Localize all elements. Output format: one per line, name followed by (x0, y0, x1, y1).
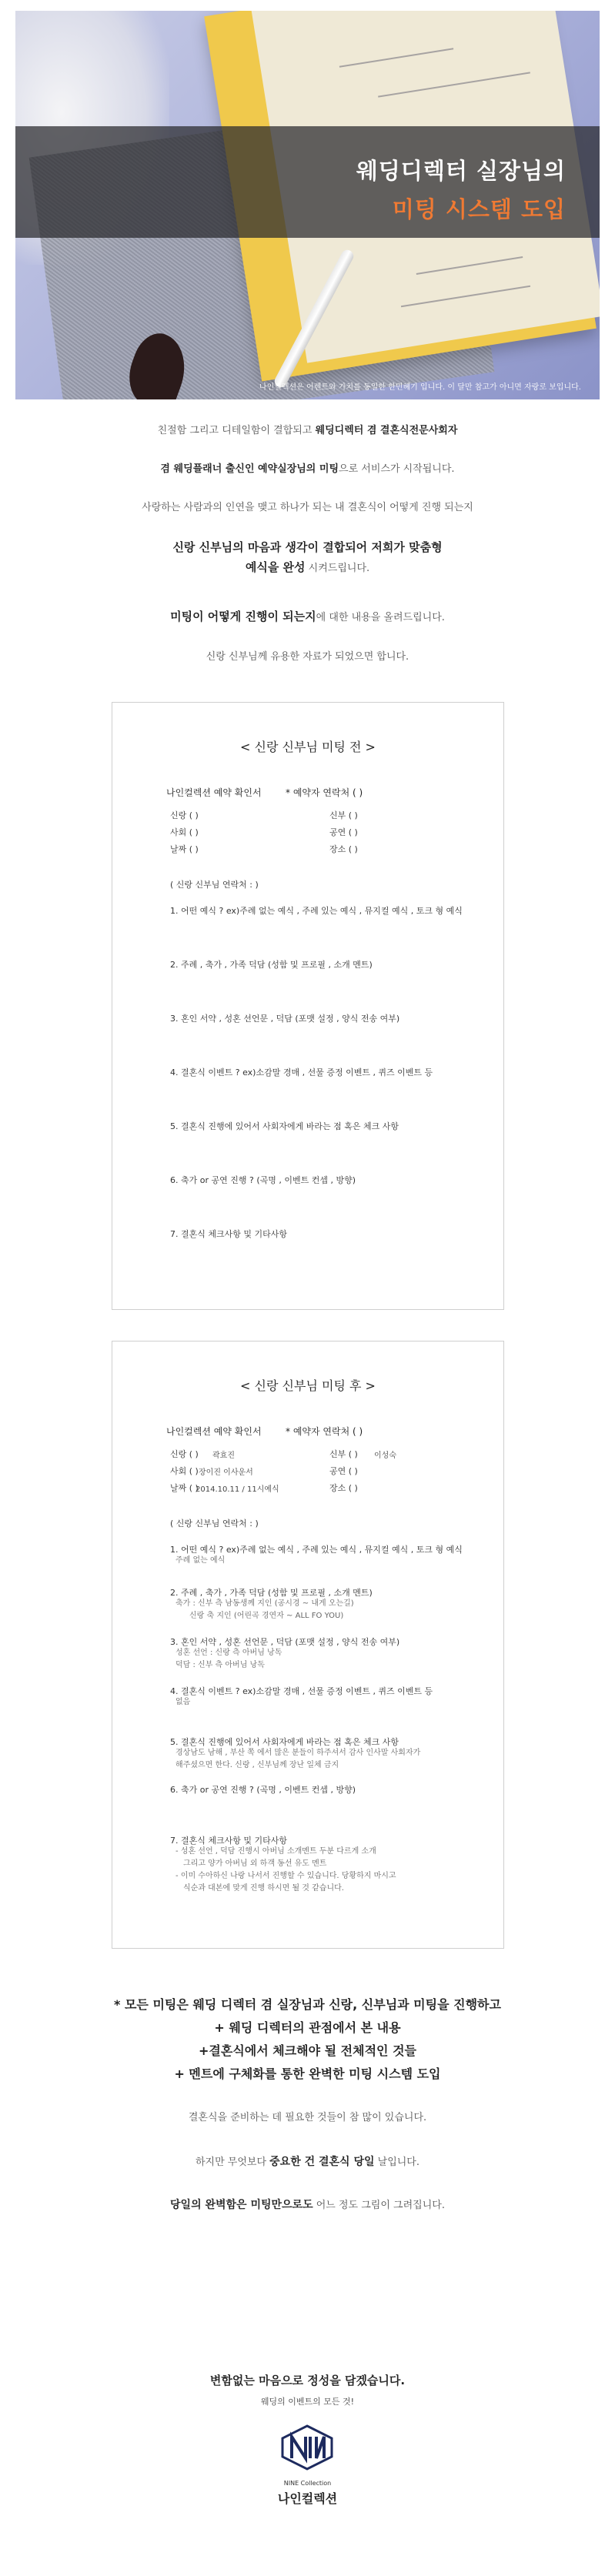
field-place: 장소 ( ) (329, 1483, 358, 1493)
form-after-meeting (112, 1341, 504, 1949)
field-place: 장소 ( ) (329, 844, 358, 854)
closing-line: 결혼식을 준비하는 데 필요한 것들이 참 많이 있습니다. (188, 2112, 427, 2123)
field-date-value: 2014.10.11 / 11시예식 (196, 1485, 279, 1494)
intro-line: 신랑 신부님의 마음과 생각이 결합되어 저희가 맞춤형 (172, 540, 443, 554)
field-groom-value: 곽효진 (212, 1452, 235, 1460)
closing-line: 당일의 완벽함은 미팅만으로도 어느 정도 그림이 그려집니다. (170, 2199, 445, 2211)
answer-3b: 덕담 : 신부 측 아버님 낭독 (175, 1661, 265, 1669)
answer-4: 없음 (175, 1698, 191, 1706)
intro-line: 미팅이 어떻게 진행이 되는지에 대한 내용을 올려드립니다. (170, 610, 445, 623)
logo-name: 나인컬렉션 (277, 2491, 338, 2506)
question-5: 5. 결혼식 진행에 있어서 사회자에게 바라는 점 혹은 체크 사항 (170, 1737, 399, 1747)
logo-english: NINE Collection (283, 2480, 332, 2487)
hero-caption: 나인컬렉션은 어렌트와 가치를 동일한 한민혜기 입니다. 이 달만 참고가 아니면 자랑로 보입니다. (259, 383, 581, 392)
intro-line: 예식을 완성 시켜드립니다. (245, 560, 370, 574)
hero-banner (15, 11, 600, 399)
answer-2b: 신랑 축 지인 (어린곡 경연자 ~ ALL FO YOU) (189, 1612, 344, 1620)
form-header-right: * 예약자 연락처 ( ) (286, 1426, 363, 1437)
answer-1: 주례 없는 예식 (175, 1556, 226, 1565)
field-mc: 사회 ( ) (170, 1466, 199, 1476)
form-title: < 신랑 신부님 미팅 후 > (240, 1378, 376, 1393)
field-groom: 신랑 ( ) (170, 1449, 199, 1459)
field-bride-value: 이성숙 (374, 1452, 396, 1460)
answer-3a: 성혼 선언 : 신랑 측 아버님 낭독 (175, 1649, 282, 1657)
field-groom: 신랑 ( ) (170, 810, 199, 820)
answer-7a: - 성혼 선언 , 덕담 진행시 아버님 소개멘트 두분 다르게 소개 (175, 1847, 376, 1856)
field-mc-value: 장이진 이사운서 (199, 1468, 253, 1477)
hero-subtitle: 미팅 시스템 도입 (392, 196, 566, 222)
footer-subline: 웨딩의 이벤트의 모든 것! (260, 2397, 355, 2407)
question-7: 7. 결혼식 체크사항 및 기타사항 (170, 1836, 287, 1846)
footer-headline: 변함없는 마음으로 정성을 담겠습니다. (209, 2374, 406, 2387)
question-2: 2. 주례 , 축가 , 가족 덕담 (성함 및 프로필 , 소개 멘트) (170, 1588, 373, 1598)
field-bride: 신부 ( ) (329, 1449, 358, 1459)
question-1: 1. 어떤 예식 ? ex)주례 없는 예식 , 주례 있는 예식 , 뮤지컬 예식 , 토크 형 예식 (170, 1545, 463, 1555)
hero-title: 웨딩디렉터 실장님의 (356, 158, 566, 184)
form-header-right: * 예약자 연락처 ( ) (286, 787, 363, 798)
answer-7b: 그리고 양가 아버님 외 하객 동선 유도 멘트 (183, 1859, 327, 1868)
answer-5a: 경상남도 남해 , 부산 쪽 에서 많은 분들이 하주셔서 감사 인사말 사회자가 (175, 1749, 421, 1757)
question-5: 5. 결혼식 진행에 있어서 사회자에게 바라는 점 혹은 체크 사항 (170, 1121, 399, 1131)
field-contact: ( 신랑 신부님 연락처 : ) (170, 880, 259, 890)
summary-line: + 멘트에 구체화를 통한 완벽한 미팅 시스템 도입 (174, 2066, 441, 2081)
answer-2a: 축가 : 신부 측 남동생께 지인 (공시경 ~ 내게 오는길) (175, 1599, 354, 1608)
question-1: 1. 어떤 예식 ? ex)주례 없는 예식 , 주례 있는 예식 , 뮤지컬 예식 , 토크 형 예식 (170, 906, 463, 916)
field-bride: 신부 ( ) (329, 810, 358, 820)
summary-line: +결혼식에서 체크해야 될 전체적인 것들 (199, 2043, 416, 2058)
field-perform: 공연 ( ) (329, 827, 358, 837)
question-7: 7. 결혼식 체크사항 및 기타사항 (170, 1229, 287, 1239)
form-header-left: 나인컬렉션 예약 확인서 (166, 787, 262, 798)
answer-5b: 해주셨으면 한다. 신랑 , 신부님께 장난 일체 금지 (175, 1761, 339, 1769)
question-3: 3. 혼인 서약 , 성혼 선언문 , 덕담 (포맷 설정 , 양식 전송 여부) (170, 1637, 400, 1647)
form-title: < 신랑 신부님 미팅 전 > (240, 740, 376, 754)
field-date: 날짜 ( ) (170, 1483, 199, 1493)
question-3: 3. 혼인 서약 , 성혼 선언문 , 덕담 (포맷 설정 , 양식 전송 여부) (170, 1014, 400, 1024)
nine-collection-logo-icon (281, 2424, 333, 2471)
field-mc: 사회 ( ) (170, 827, 199, 837)
intro-line: 사랑하는 사람과의 인연을 맺고 하나가 되는 내 결혼식이 어떻게 진행 되는지 (142, 502, 473, 513)
summary-line: * 모든 미팅은 웨딩 디렉터 겸 실장님과 신랑, 신부님과 미팅을 진행하고 (114, 1997, 501, 2012)
answer-7c: - 이미 수아하신 나랑 나서서 진행할 수 있습니다. 당황하지 마시고 (175, 1872, 396, 1880)
form-before-meeting (112, 702, 504, 1310)
answer-7d: 식순과 대본에 맞게 진행 하시면 될 것 같습니다. (183, 1884, 344, 1893)
field-date: 날짜 ( ) (170, 844, 199, 854)
form-header-left: 나인컬렉션 예약 확인서 (166, 1426, 262, 1437)
summary-line: + 웨딩 디렉터의 관점에서 본 내용 (214, 2020, 401, 2035)
question-6: 6. 축가 or 공연 진행 ? (곡명 , 이벤트 컨셉 , 방향) (170, 1785, 356, 1795)
question-4: 4. 결혼식 이벤트 ? ex)소감말 경매 , 선물 증정 이벤트 , 퀴즈 이벤트 등 (170, 1067, 433, 1078)
intro-line: 신랑 신부님께 유용한 자료가 되었으면 합니다. (206, 651, 409, 663)
field-perform: 공연 ( ) (329, 1466, 358, 1476)
field-contact: ( 신랑 신부님 연락처 : ) (170, 1519, 259, 1529)
intro-line: 겸 웨딩플래너 출신인 예약실장님의 미팅으로 서비스가 시작됩니다. (160, 463, 455, 475)
question-6: 6. 축가 or 공연 진행 ? (곡명 , 이벤트 컨셉 , 방향) (170, 1175, 356, 1185)
question-2: 2. 주례 , 축가 , 가족 덕담 (성함 및 프로필 , 소개 멘트) (170, 960, 373, 970)
intro-line: 친절함 그리고 디테일함이 결합되고 웨딩디렉터 겸 결혼식전문사회자 (157, 425, 458, 436)
closing-line: 하지만 무엇보다 중요한 건 결혼식 당일 날입니다. (195, 2156, 419, 2168)
question-4: 4. 결혼식 이벤트 ? ex)소감말 경매 , 선물 증정 이벤트 , 퀴즈 이벤트 등 (170, 1686, 433, 1696)
